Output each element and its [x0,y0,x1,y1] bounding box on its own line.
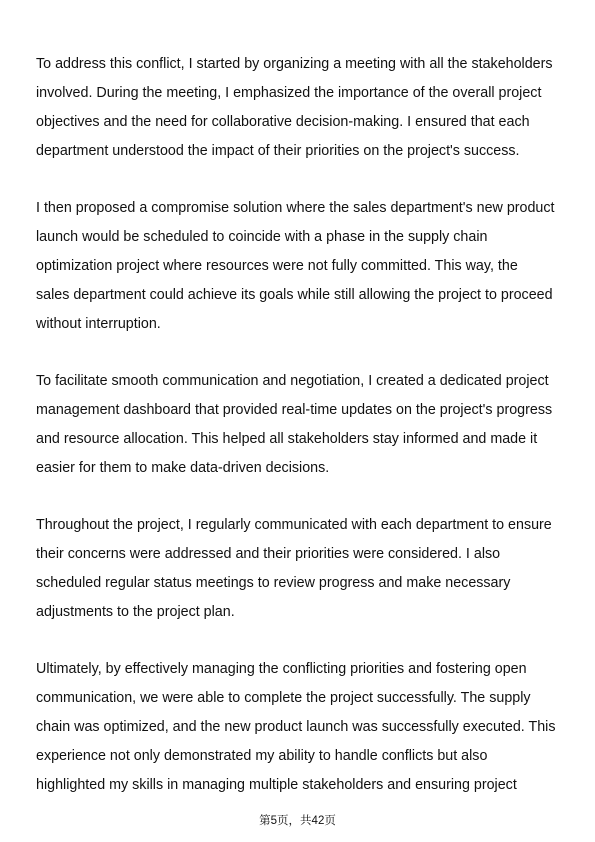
text-line: experience not only demonstrated my ability to handle conflicts but also [36,748,488,764]
text-line: involved. During the meeting, I emphasized the importance of the overall project [36,85,542,101]
text-line: chain was optimized, and the new product launch was successfully executed. This [36,719,556,735]
text-line: sales department could achieve its goals while still allowing the project to proceed [36,287,553,303]
text-line: communication, we were able to complete the project successfully. The supply [36,690,531,706]
text-line: and resource allocation. This helped all stakeholders stay informed and made it [36,431,538,447]
text-line: easier for them to make data-driven decisions. [36,460,330,476]
paragraph-conflict-resolution [36,50,566,166]
text-line: management dashboard that provided real-time updates on the project's progress [36,402,553,418]
text-line: department understood the impact of their priorities on the project's success. [36,143,520,159]
paragraph-communication [36,511,566,627]
paragraph-outcome [36,655,566,800]
text-line: scheduled regular status meetings to review progress and make necessary [36,575,511,591]
text-line: To address this conflict, I started by organizing a meeting with all the stakeholders [36,56,553,72]
paragraph-dashboard [36,367,566,483]
text-line: highlighted my skills in managing multiple stakeholders and ensuring project [36,777,517,793]
page-number-footer: 第5页，共42页 [259,815,336,827]
paragraph-compromise-solution [36,194,566,339]
text-line: Ultimately, by effectively managing the conflicting priorities and fostering open [36,661,527,677]
text-line: without interruption. [36,316,161,332]
text-line: adjustments to the project plan. [36,604,235,620]
text-line: To facilitate smooth communication and negotiation, I created a dedicated project [36,373,549,389]
document-body [36,50,566,828]
text-line: launch would be scheduled to coincide with a phase in the supply chain [36,229,488,245]
text-line: objectives and the need for collaborative decision-making. I ensured that each [36,114,530,130]
text-line: their concerns were addressed and their priorities were considered. I also [36,546,501,562]
text-line: optimization project where resources were not fully committed. This way, the [36,258,518,274]
text-line: Throughout the project, I regularly communicated with each department to ensure [36,517,552,533]
text-line: I then proposed a compromise solution where the sales department's new product [36,200,555,216]
